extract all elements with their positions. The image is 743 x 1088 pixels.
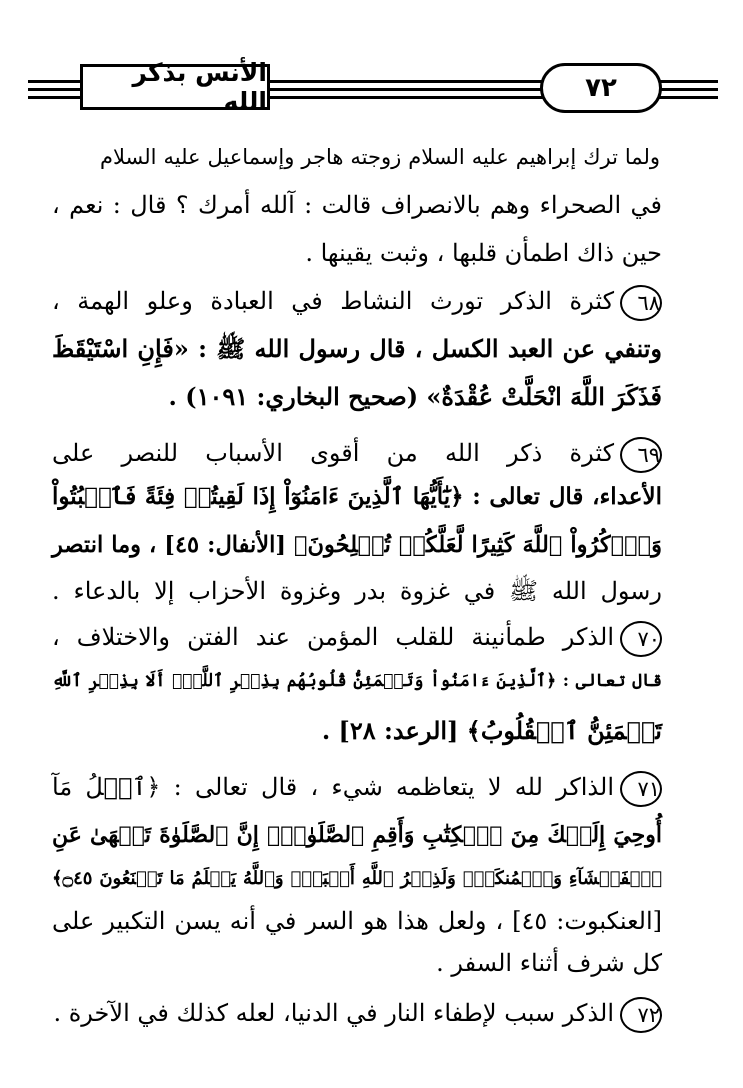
text-line: فَذَكَرَ اللَّهَ انْحَلَّتْ عُقْدَةٌ» (صحيح البخاري: ١٠٩١) .	[168, 382, 662, 411]
item-number-badge: ٧٠	[620, 621, 662, 657]
text-line: قال تعالى : ﴿ٱلَّذِينَ ءَامَنُواْ وَتَطۡمَئِنُّ قُلُوبُهُم بِذِكۡرِ ٱللَّهِۗ أَلَا بِذِكۡرِ ٱللَّهِ	[52, 671, 662, 691]
text-line: [العنكبوت: ٤٥] ، ولعل هذا هو السر في أنه يسن التكبير على	[52, 907, 662, 935]
item-number-badge: ٦٩	[620, 437, 662, 473]
text-line: ٱلۡفَحۡشَآءِ وَٱلۡمُنكَرِۗ وَلَذِكۡرُ ٱللَّهِ أَكۡبَرُۗ وَٱللَّهُ يَعۡلَمُ مَا تَصۡنَعُونَ ۝٤٥﴾	[52, 868, 662, 889]
running-title: الأنس بذكر الله	[80, 64, 270, 110]
text-line: كل شرف أثناء السفر .	[436, 949, 662, 977]
text-line: حين ذاك اطمأن قلبها ، وثبت يقينها .	[305, 239, 662, 267]
item-text: الذاكر لله لا يتعاظمه شيء ، قال تعالى : ﴿ٱتۡلُ مَآ	[52, 773, 614, 801]
text-line: وتنفي عن العبد الكسل ، قال رسول الله ﷺ : «فَإِنِ اسْتَيْقَظَ	[52, 334, 662, 363]
list-item	[52, 620, 662, 657]
text-line: وَٱذۡكُرُواْ ٱللَّهَ كَثِيرًا لَّعَلَّكُمۡ تُفۡلِحُونَ﴾ [الأنفال: ٤٥] ، وما انتصر	[52, 532, 662, 558]
item-number-badge: ٧٢	[620, 997, 662, 1033]
item-text: كثرة الذكر تورث النشاط في العبادة وعلو الهمة ،	[52, 287, 614, 315]
list-item	[52, 770, 662, 807]
text-line: رسول الله ﷺ في غزوة بدر وغزوة الأحزاب إلا بالدعاء .	[52, 577, 662, 605]
text-line: ولما ترك إبراهيم عليه السلام زوجته هاجر وإسماعيل عليه السلام	[100, 145, 660, 169]
list-item	[52, 996, 662, 1033]
text-line: تَطۡمَئِنُّ ٱلۡقُلُوبُ﴾ [الرعد: ٢٨] .	[321, 716, 662, 745]
text-line: الأعداء، قال تعالى : ﴿يَٰٓأَيُّهَا ٱلَّذِينَ ءَامَنُوٓاْ إِذَا لَقِيتُمۡ فِئَةً فَٱثۡبُتُواْ	[52, 483, 662, 510]
item-number-badge: ٦٨	[620, 285, 662, 321]
text-line: أُوحِيَ إِلَيۡكَ مِنَ ٱلۡكِتَٰبِ وَأَقِمِ ٱلصَّلَوٰةَۖ إِنَّ ٱلصَّلَوٰةَ تَنۡهَىٰ عَنِ	[52, 822, 662, 848]
item-text: الذكر طمأنينة للقلب المؤمن عند الفتن والاختلاف ،	[52, 623, 614, 651]
item-text: الذكر سبب لإطفاء النار في الدنيا، لعله كذلك في الآخرة .	[53, 999, 614, 1027]
item-text: كثرة ذكر الله من أقوى الأسباب للنصر على	[52, 439, 614, 467]
page-number: ٧٢	[540, 63, 662, 113]
list-item	[52, 436, 662, 473]
list-item	[52, 284, 662, 321]
item-number-badge: ٧١	[620, 771, 662, 807]
text-line: في الصحراء وهم بالانصراف قالت : آلله أمرك ؟ قال : نعم ،	[52, 191, 662, 219]
